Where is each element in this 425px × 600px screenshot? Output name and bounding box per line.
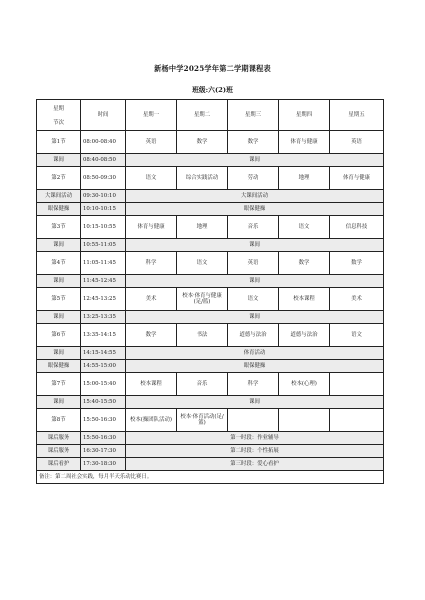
- course-cell: 语文: [177, 252, 228, 275]
- period-time: 15:40-15:50: [81, 396, 126, 409]
- period-label: 课间: [37, 396, 81, 409]
- period-label: 课后服务: [37, 432, 81, 445]
- course-cell: 劳动: [228, 167, 279, 190]
- period-label: 眼保健操: [37, 203, 81, 216]
- course-cell: 道德与法治: [279, 324, 330, 347]
- period-label: 课间: [37, 311, 81, 324]
- period-label: 第4节: [37, 252, 81, 275]
- period-label: 第3节: [37, 216, 81, 239]
- course-cell: 信息科技: [330, 216, 384, 239]
- merged-activity-cell: 第一时段：作业辅导: [126, 432, 384, 445]
- course-cell: 校本课程: [279, 288, 330, 311]
- schedule-table: [36, 99, 384, 484]
- break-row: [37, 396, 384, 409]
- period-time: 11:05-11:45: [81, 252, 126, 275]
- course-cell: 科学: [228, 373, 279, 396]
- break-row: [37, 445, 384, 458]
- note-text: 备注：第二周社会实践，每月半天乐动比赛日。: [37, 471, 384, 484]
- course-cell: 校本(操团队活动): [126, 409, 177, 432]
- course-cell: 校本·体育与健康(足/篮): [177, 288, 228, 311]
- note-row: [37, 471, 384, 484]
- break-row: [37, 203, 384, 216]
- course-cell: 校本课程: [126, 373, 177, 396]
- period-label: 课间: [37, 275, 81, 288]
- course-cell: 英语: [126, 131, 177, 154]
- course-cell: 数学: [330, 252, 384, 275]
- course-cell: 美术: [330, 288, 384, 311]
- course-cell: 数学: [228, 131, 279, 154]
- course-cell: 数学: [279, 252, 330, 275]
- period-time: 15:00-15:40: [81, 373, 126, 396]
- period-row: [37, 167, 384, 190]
- period-label: 课间: [37, 239, 81, 252]
- period-time: 14:55-15:00: [81, 360, 126, 373]
- period-time: 10:10-10:15: [81, 203, 126, 216]
- period-label: 第5节: [37, 288, 81, 311]
- period-time: 14:15-14:55: [81, 347, 126, 360]
- class-label: 班级:六(2)班: [192, 86, 233, 94]
- period-row: [37, 252, 384, 275]
- header-day-fri: 星期五: [330, 100, 384, 131]
- period-label: 第2节: [37, 167, 81, 190]
- period-label: 课间: [37, 154, 81, 167]
- merged-activity-cell: 课间: [126, 239, 384, 252]
- period-time: 13:25-13:35: [81, 311, 126, 324]
- header-row: [37, 100, 384, 131]
- period-row: [37, 288, 384, 311]
- course-cell: 地理: [177, 216, 228, 239]
- period-row: [37, 409, 384, 432]
- course-cell: 音乐: [177, 373, 228, 396]
- corner-weekday-label: 星期: [53, 105, 64, 112]
- break-row: [37, 360, 384, 373]
- period-row: [37, 216, 384, 239]
- period-time: 16:30-17:30: [81, 445, 126, 458]
- period-time: 08:00-08:40: [81, 131, 126, 154]
- course-cell: 美术: [126, 288, 177, 311]
- break-row: [37, 347, 384, 360]
- period-time: 10:15-10:55: [81, 216, 126, 239]
- period-label: 第7节: [37, 373, 81, 396]
- period-row: [37, 373, 384, 396]
- period-time: 08:50-09:30: [81, 167, 126, 190]
- period-row: [37, 131, 384, 154]
- header-day-tue: 星期二: [177, 100, 228, 131]
- merged-activity-cell: 课间: [126, 311, 384, 324]
- course-cell: 英语: [330, 131, 384, 154]
- page-title: 新杨中学2025学年第二学期课程表: [154, 64, 271, 73]
- course-cell: 地理: [279, 167, 330, 190]
- course-cell: [228, 409, 279, 432]
- header-day-mon: 星期一: [126, 100, 177, 131]
- header-time: 时间: [81, 100, 126, 131]
- header-corner: [37, 100, 81, 131]
- course-cell: 体育与健康: [279, 131, 330, 154]
- course-cell: [279, 409, 330, 432]
- period-time: 08:40-08:50: [81, 154, 126, 167]
- break-row: [37, 275, 384, 288]
- period-label: 第8节: [37, 409, 81, 432]
- merged-activity-cell: 课间: [126, 275, 384, 288]
- course-cell: 综合实践活动: [177, 167, 228, 190]
- course-cell: 道德与法治: [228, 324, 279, 347]
- header-day-wed: 星期三: [228, 100, 279, 131]
- course-cell: 校本(心理): [279, 373, 330, 396]
- merged-activity-cell: 课间: [126, 154, 384, 167]
- course-cell: 体育与健康: [330, 167, 384, 190]
- course-cell: 语文: [228, 288, 279, 311]
- break-row: [37, 432, 384, 445]
- course-cell: 数学: [126, 324, 177, 347]
- course-cell: 语文: [330, 324, 384, 347]
- course-cell: 校本·体育活动(足/篮): [177, 409, 228, 432]
- period-label: 眼保健操: [37, 360, 81, 373]
- course-cell: 语文: [279, 216, 330, 239]
- header-day-thu: 星期四: [279, 100, 330, 131]
- merged-activity-cell: 课间: [126, 396, 384, 409]
- course-cell: [330, 409, 384, 432]
- merged-activity-cell: 第三时段：爱心看护: [126, 458, 384, 471]
- period-label: 大课间活动: [37, 190, 81, 203]
- course-cell: 书法: [177, 324, 228, 347]
- period-time: 15:50-16:30: [81, 409, 126, 432]
- merged-activity-cell: 眼保健操: [126, 360, 384, 373]
- break-row: [37, 311, 384, 324]
- course-cell: 科学: [126, 252, 177, 275]
- merged-activity-cell: 大课间活动: [126, 190, 384, 203]
- merged-activity-cell: 第二时段：个性拓展: [126, 445, 384, 458]
- period-label: 第6节: [37, 324, 81, 347]
- break-row: [37, 458, 384, 471]
- merged-activity-cell: 眼保健操: [126, 203, 384, 216]
- period-time: 09:30-10:10: [81, 190, 126, 203]
- period-label: 课后服务: [37, 445, 81, 458]
- period-label: 第1节: [37, 131, 81, 154]
- course-cell: [330, 373, 384, 396]
- course-cell: 体育与健康: [126, 216, 177, 239]
- break-row: [37, 239, 384, 252]
- period-row: [37, 324, 384, 347]
- period-time: 13:35-14:15: [81, 324, 126, 347]
- period-label: 课间: [37, 347, 81, 360]
- course-cell: 英语: [228, 252, 279, 275]
- course-cell: 数学: [177, 131, 228, 154]
- merged-activity-cell: 体育活动: [126, 347, 384, 360]
- course-cell: 语文: [126, 167, 177, 190]
- period-time: 11:45-12:45: [81, 275, 126, 288]
- course-cell: 音乐: [228, 216, 279, 239]
- break-row: [37, 190, 384, 203]
- period-time: 10:55-11:05: [81, 239, 126, 252]
- period-time: 15:50-16:30: [81, 432, 126, 445]
- period-label: 课后看护: [37, 458, 81, 471]
- period-time: 12:45-13:25: [81, 288, 126, 311]
- corner-period-label: 节次: [53, 120, 64, 126]
- break-row: [37, 154, 384, 167]
- period-time: 17:30-18:30: [81, 458, 126, 471]
